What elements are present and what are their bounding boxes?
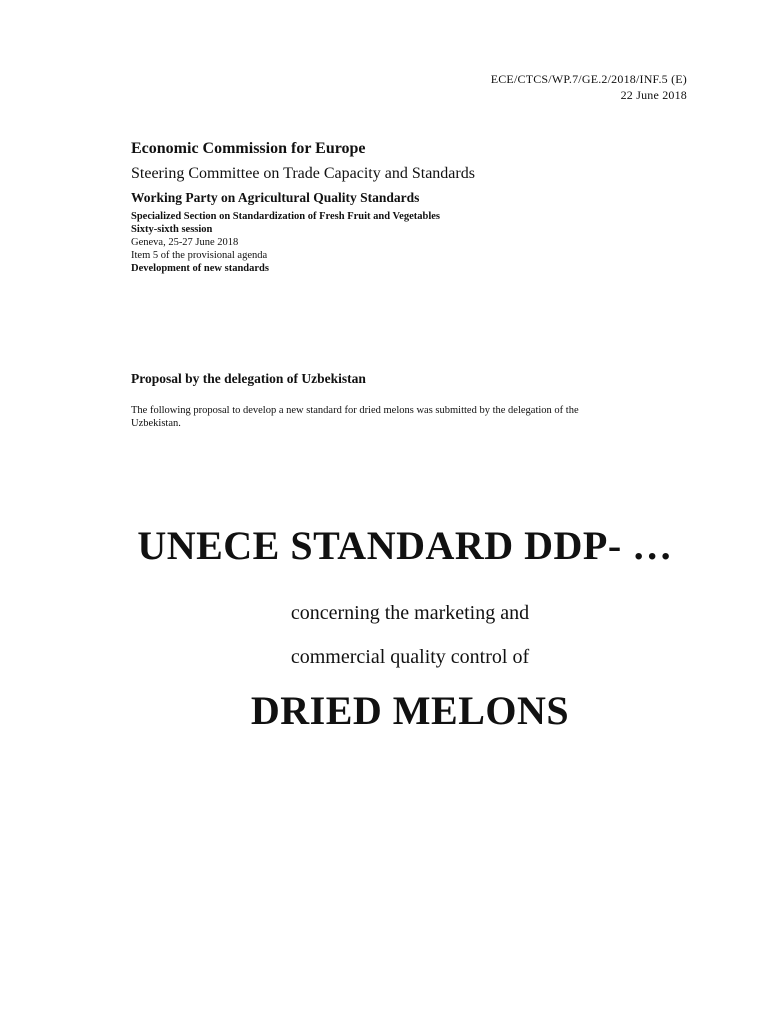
section-name: Specialized Section on Standardization of Fresh Fruit and Vegetables [131,211,440,222]
product-title: DRIED MELONS [250,688,570,733]
standard-subtitle-line-2: commercial quality control of [290,646,530,668]
document-symbol: ECE/CTCS/WP.7/GE.2/2018/INF.5 (E) [490,72,687,86]
standard-title: UNECE STANDARD DDP- … [137,523,673,568]
document-symbol-block [491,71,687,103]
organization-name: Economic Commission for Europe [131,140,366,157]
working-party-name: Working Party on Agricultural Quality Standards [131,190,420,205]
document-header [131,138,651,275]
session-name: Sixty-sixth session [131,224,213,235]
meeting-location-dates: Geneva, 25-27 June 2018 [131,237,239,248]
agenda-item: Item 5 of the provisional agenda [131,250,268,261]
agenda-topic: Development of new standards [131,263,269,274]
committee-name: Steering Committee on Trade Capacity and Standards [131,165,475,182]
proposal-body: The following proposal to develop a new standard for dried melons was submitted by the delegation of the Uzbekistan. [131,405,579,429]
document-date: 22 June 2018 [620,88,687,102]
standard-subtitle-line-1: concerning the marketing and [290,602,530,624]
proposal-title: Proposal by the delegation of Uzbekistan [131,371,366,386]
